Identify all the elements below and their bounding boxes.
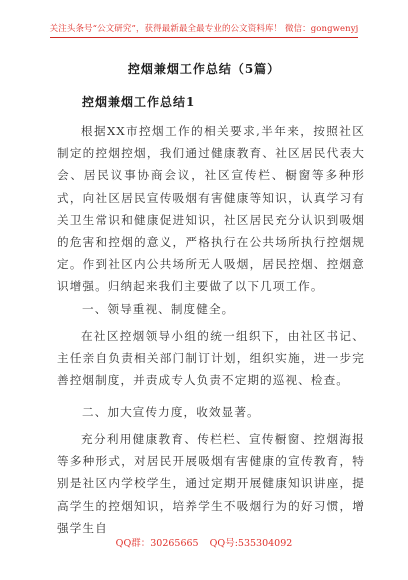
header-banner: 关注头条号“公文研究”，获得最新最全最专业的公文资料库！ 微信：gongwenyj [49,24,359,34]
subheading-publicity: 二、加大宣传力度，收效显著。 [82,405,260,419]
paragraph-intro: 根据XX市控烟工作的相关要求,半年来，按照社区制定的控烟控烟，我们通过健康教育、社区居民代表大会、居民议事协商会议，社区宣传栏、橱窗等多种形式，向社区居民宣传吸烟有害健康等知识，认真学习有关卫生常识和健康促进知识，社区居民充分认识到吸烟的危害和控烟的意义，严格执行在公共场所执行控烟规定。作到社区内公共场所无人吸烟，居民控烟、控烟意识增强。归纳起来我们主要做了以下几项工作。 [57,124,365,294]
section-title: 控烟兼烟工作总结1 [82,95,196,109]
footer-qq-number: QQ号:535304092 [209,538,293,549]
footer-qq-group: QQ群：30265665 [115,538,199,549]
paragraph-publicity: 充分利用健康教育、传栏栏、宣传橱窗、控烟海报等多种形式，对居民开展吸烟有害健康的宣传教育，特别是社区内学校学生，通过定期开展健康知识讲座，提高学生的控烟知识，培养学生不吸烟行为的好习惯，增强学生自 [57,432,365,535]
paragraph-leadership: 在社区控烟领导小组的统一组织下，由社区书记、主任亲自负责相关部门制订计划，组织实施，进一步完善控烟制度，并责成专人负责不定期的巡视、检查。 [57,329,365,388]
subheading-leadership: 一、领导重视、制度健全。 [82,302,235,316]
header-divider [50,37,358,38]
document-title: 控烟兼烟工作总结（5篇） [127,62,281,76]
footer-contact [0,535,408,549]
